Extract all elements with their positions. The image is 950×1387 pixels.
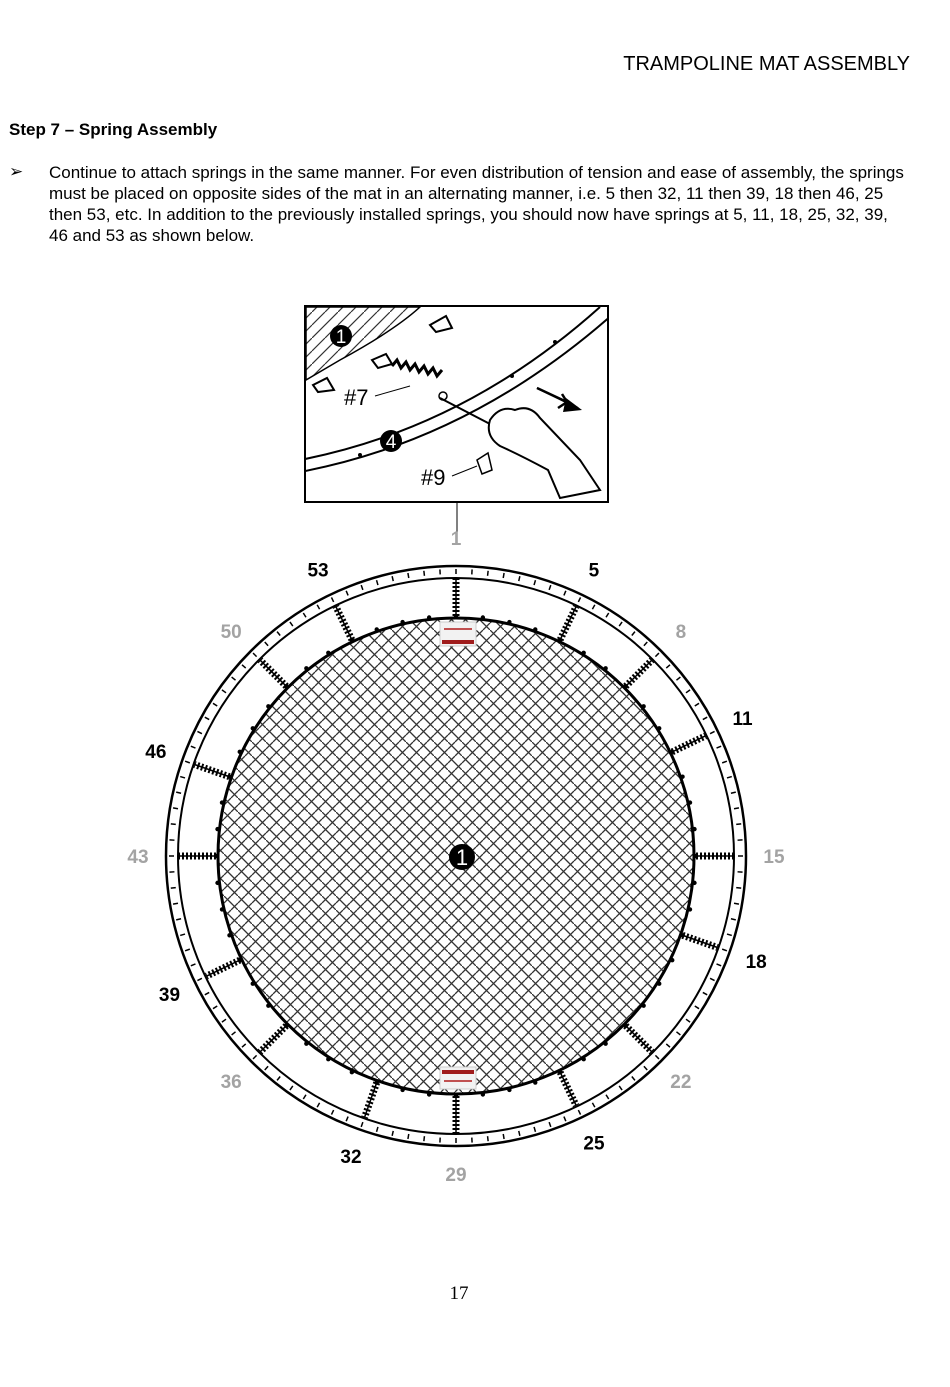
frame-tick xyxy=(676,1032,680,1035)
frame-tick xyxy=(632,1076,635,1080)
arrowhead-bullet-icon: ➢ xyxy=(9,162,24,181)
spring-53 xyxy=(336,606,352,639)
frame-tick xyxy=(377,1127,378,1132)
part-label-spring: #7 xyxy=(344,385,369,410)
frame-tick xyxy=(686,690,690,693)
mat-v-ring xyxy=(692,827,696,831)
frame-tick xyxy=(564,1117,566,1122)
position-label-15: 15 xyxy=(763,847,785,868)
frame-tick xyxy=(331,597,333,602)
page-header-title: TRAMPOLINE MAT ASSEMBLY xyxy=(623,53,910,75)
frame-tick xyxy=(710,731,715,733)
part-label-tool: #9 xyxy=(421,465,446,490)
frame-tick xyxy=(695,1006,699,1009)
frame-tick xyxy=(253,653,257,657)
position-label-50: 50 xyxy=(220,622,242,644)
frame-tick xyxy=(392,1131,393,1136)
mat-v-ring xyxy=(375,627,379,631)
frame-tick xyxy=(644,1066,647,1070)
position-label-32: 32 xyxy=(340,1147,362,1169)
frame-tick xyxy=(171,888,176,889)
frame-tick xyxy=(736,824,741,825)
position-label-29: 29 xyxy=(445,1165,467,1186)
frame-tick xyxy=(666,665,670,668)
frame-tick xyxy=(191,746,196,748)
frame-tick xyxy=(180,934,185,935)
frame-tick xyxy=(361,1122,363,1127)
frame-tick xyxy=(392,576,393,581)
frame-tick xyxy=(197,731,202,733)
frame-tick xyxy=(213,1006,217,1009)
mat-v-ring xyxy=(238,750,242,754)
frame-tick xyxy=(727,934,732,935)
mat-v-ring xyxy=(350,1070,354,1074)
frame-tick xyxy=(265,1066,268,1070)
spring-18 xyxy=(683,935,718,947)
spring-36 xyxy=(260,1026,286,1052)
frame-tick xyxy=(731,919,736,920)
frame-tick xyxy=(655,653,659,657)
frame-tick xyxy=(722,949,727,951)
frame-tick xyxy=(534,580,535,585)
frame-tick xyxy=(277,632,280,636)
frame-tick xyxy=(303,1095,306,1099)
mat-v-ring xyxy=(680,775,684,779)
position-label-1: 1 xyxy=(450,529,462,550)
spring-5 xyxy=(560,606,576,639)
frame-tick xyxy=(173,808,178,809)
frame-tick xyxy=(242,665,246,668)
frame-tick xyxy=(666,1044,670,1047)
mat-v-ring xyxy=(215,827,219,831)
frame-tick xyxy=(176,919,181,920)
frame-tick xyxy=(592,1103,594,1107)
frame-tick xyxy=(503,573,504,578)
position-label-8: 8 xyxy=(675,622,687,644)
page-number: 17 xyxy=(449,1283,469,1304)
frame-tick xyxy=(317,605,319,609)
frame-tick xyxy=(408,1134,409,1139)
mat-v-ring xyxy=(641,1003,645,1007)
spring-50 xyxy=(260,660,286,686)
position-label-39: 39 xyxy=(158,984,181,1006)
position-label-36: 36 xyxy=(220,1071,242,1093)
mat-label-bottom xyxy=(440,1067,476,1089)
spring-46 xyxy=(195,765,230,777)
mat-v-ring xyxy=(427,1092,431,1096)
frame-tick xyxy=(619,622,622,626)
inset-detail xyxy=(300,306,612,502)
mat-v-ring xyxy=(326,651,330,655)
mat-v-ring xyxy=(581,651,585,655)
frame-tick xyxy=(265,642,268,646)
frame-tick xyxy=(242,1044,246,1047)
frame-tick xyxy=(703,992,707,994)
frame-tick xyxy=(346,591,348,596)
mat-v-ring xyxy=(507,1088,511,1092)
frame-tick xyxy=(290,622,293,626)
mat-v-ring xyxy=(688,907,692,911)
spring-11 xyxy=(672,736,705,752)
frame-tick xyxy=(717,746,722,748)
frame-tick xyxy=(606,1095,609,1099)
spring-25 xyxy=(560,1072,576,1105)
frame-tick xyxy=(424,1136,425,1141)
frame-tick xyxy=(424,571,425,576)
frame-tick xyxy=(290,1086,293,1090)
frame-tick xyxy=(191,964,196,966)
mat-v-ring xyxy=(400,620,404,624)
frame-tick xyxy=(703,717,707,719)
frame-tick xyxy=(185,949,190,951)
frame-tick xyxy=(346,1117,348,1122)
position-label-25: 25 xyxy=(583,1133,605,1155)
instruction-text: Continue to attach springs in the same manner. For even distribution of tension and ease of assembly, the springs must be placed on opposite sides of the mat in an alternating manner, i.e. 5 then 32, 11 then 39, 18 then 46, 25 then 53, etc. In addition to the previously installed springs, you should now have springs at 5, 11, 18, 25, 32, 39, 46 and 53 as shown below. xyxy=(49,163,904,245)
frame-tick xyxy=(185,761,190,763)
frame-tick xyxy=(171,824,176,825)
mat-v-ring xyxy=(481,1092,485,1096)
frame-tick xyxy=(213,703,217,706)
frame-tick xyxy=(686,1019,690,1022)
frame-tick xyxy=(197,978,202,980)
mat-v-ring xyxy=(266,704,270,708)
mat-v-ring xyxy=(481,615,485,619)
frame-tick xyxy=(205,992,209,994)
frame-tick xyxy=(717,964,722,966)
position-label-5: 5 xyxy=(588,560,600,582)
frame-tick xyxy=(222,1019,226,1022)
inset-callout-mat-text: 1 xyxy=(335,327,347,348)
spring-39 xyxy=(206,960,239,976)
frame-tick xyxy=(676,677,680,680)
frame-tick xyxy=(734,903,739,904)
frame-tick xyxy=(619,1086,622,1090)
spring-32 xyxy=(365,1083,377,1118)
frame-tick xyxy=(408,573,409,578)
mat-v-ring xyxy=(692,881,696,885)
inset-callout-frame-text: 4 xyxy=(385,432,397,453)
mat-v-ring xyxy=(657,726,661,730)
step-heading: Step 7 – Spring Assembly xyxy=(9,120,218,139)
mat-v-ring xyxy=(657,981,661,985)
mat-v-ring xyxy=(603,666,607,670)
mat-v-ring xyxy=(215,881,219,885)
center-callout-text: 1 xyxy=(455,845,469,870)
frame-tick xyxy=(731,792,736,793)
frame-tick xyxy=(592,605,594,609)
frame-tick xyxy=(173,903,178,904)
mat-v-ring xyxy=(304,1041,308,1045)
frame-tick xyxy=(578,1110,580,1115)
frame-tick xyxy=(534,1127,535,1132)
frame-tick xyxy=(727,777,732,778)
frame-tick xyxy=(232,677,236,680)
position-label-53: 53 xyxy=(307,560,329,582)
mat-v-ring xyxy=(641,704,645,708)
frame-tick xyxy=(644,642,647,646)
mat-v-ring xyxy=(603,1041,607,1045)
frame-tick xyxy=(710,978,715,980)
mat-v-ring xyxy=(533,1080,537,1084)
mat-v-ring xyxy=(326,1057,330,1061)
position-label-43: 43 xyxy=(127,847,149,868)
mat-v-ring xyxy=(251,981,255,985)
mat-label-top xyxy=(440,622,476,646)
frame-tick xyxy=(361,585,363,590)
mat-v-ring xyxy=(581,1057,585,1061)
frame-tick xyxy=(606,613,609,617)
mat-v-ring xyxy=(427,615,431,619)
frame-tick xyxy=(695,703,699,706)
frame-tick xyxy=(377,580,378,585)
frame-tick xyxy=(734,808,739,809)
frame-tick xyxy=(736,888,741,889)
frame-tick xyxy=(253,1055,257,1059)
frame-tick xyxy=(503,1134,504,1139)
frame-tick xyxy=(549,1122,551,1127)
frame-tick xyxy=(277,1076,280,1080)
frame-tick xyxy=(331,1110,333,1115)
frame-tick xyxy=(222,690,226,693)
mat-v-ring xyxy=(688,800,692,804)
frame-tick xyxy=(578,597,580,602)
mat-v-ring xyxy=(400,1088,404,1092)
frame-tick xyxy=(180,777,185,778)
mat-v-ring xyxy=(304,666,308,670)
mat-v-ring xyxy=(266,1003,270,1007)
frame-tick xyxy=(549,585,551,590)
frame-tick xyxy=(655,1055,659,1059)
mat-v-ring xyxy=(670,958,674,962)
position-label-46: 46 xyxy=(145,741,167,763)
frame-tick xyxy=(176,792,181,793)
frame-tick xyxy=(303,613,306,617)
frame-tick xyxy=(564,591,566,596)
mat-v-ring xyxy=(227,933,231,937)
position-label-11: 11 xyxy=(732,709,753,731)
mat-v-ring xyxy=(251,726,255,730)
frame-tick xyxy=(632,632,635,636)
frame-tick xyxy=(519,1131,520,1136)
frame-tick xyxy=(488,1136,489,1141)
mat-v-ring xyxy=(220,907,224,911)
spring-8 xyxy=(626,660,652,686)
position-label-18: 18 xyxy=(745,952,767,974)
frame-tick xyxy=(205,717,209,719)
mat-v-ring xyxy=(533,627,537,631)
position-label-22: 22 xyxy=(670,1071,692,1093)
frame-tick xyxy=(317,1103,319,1107)
frame-tick xyxy=(232,1032,236,1035)
frame-tick xyxy=(488,571,489,576)
mat-v-ring xyxy=(220,800,224,804)
frame-tick xyxy=(519,576,520,581)
mat-v-ring xyxy=(507,620,511,624)
spring-22 xyxy=(626,1026,652,1052)
frame-tick xyxy=(722,761,727,763)
